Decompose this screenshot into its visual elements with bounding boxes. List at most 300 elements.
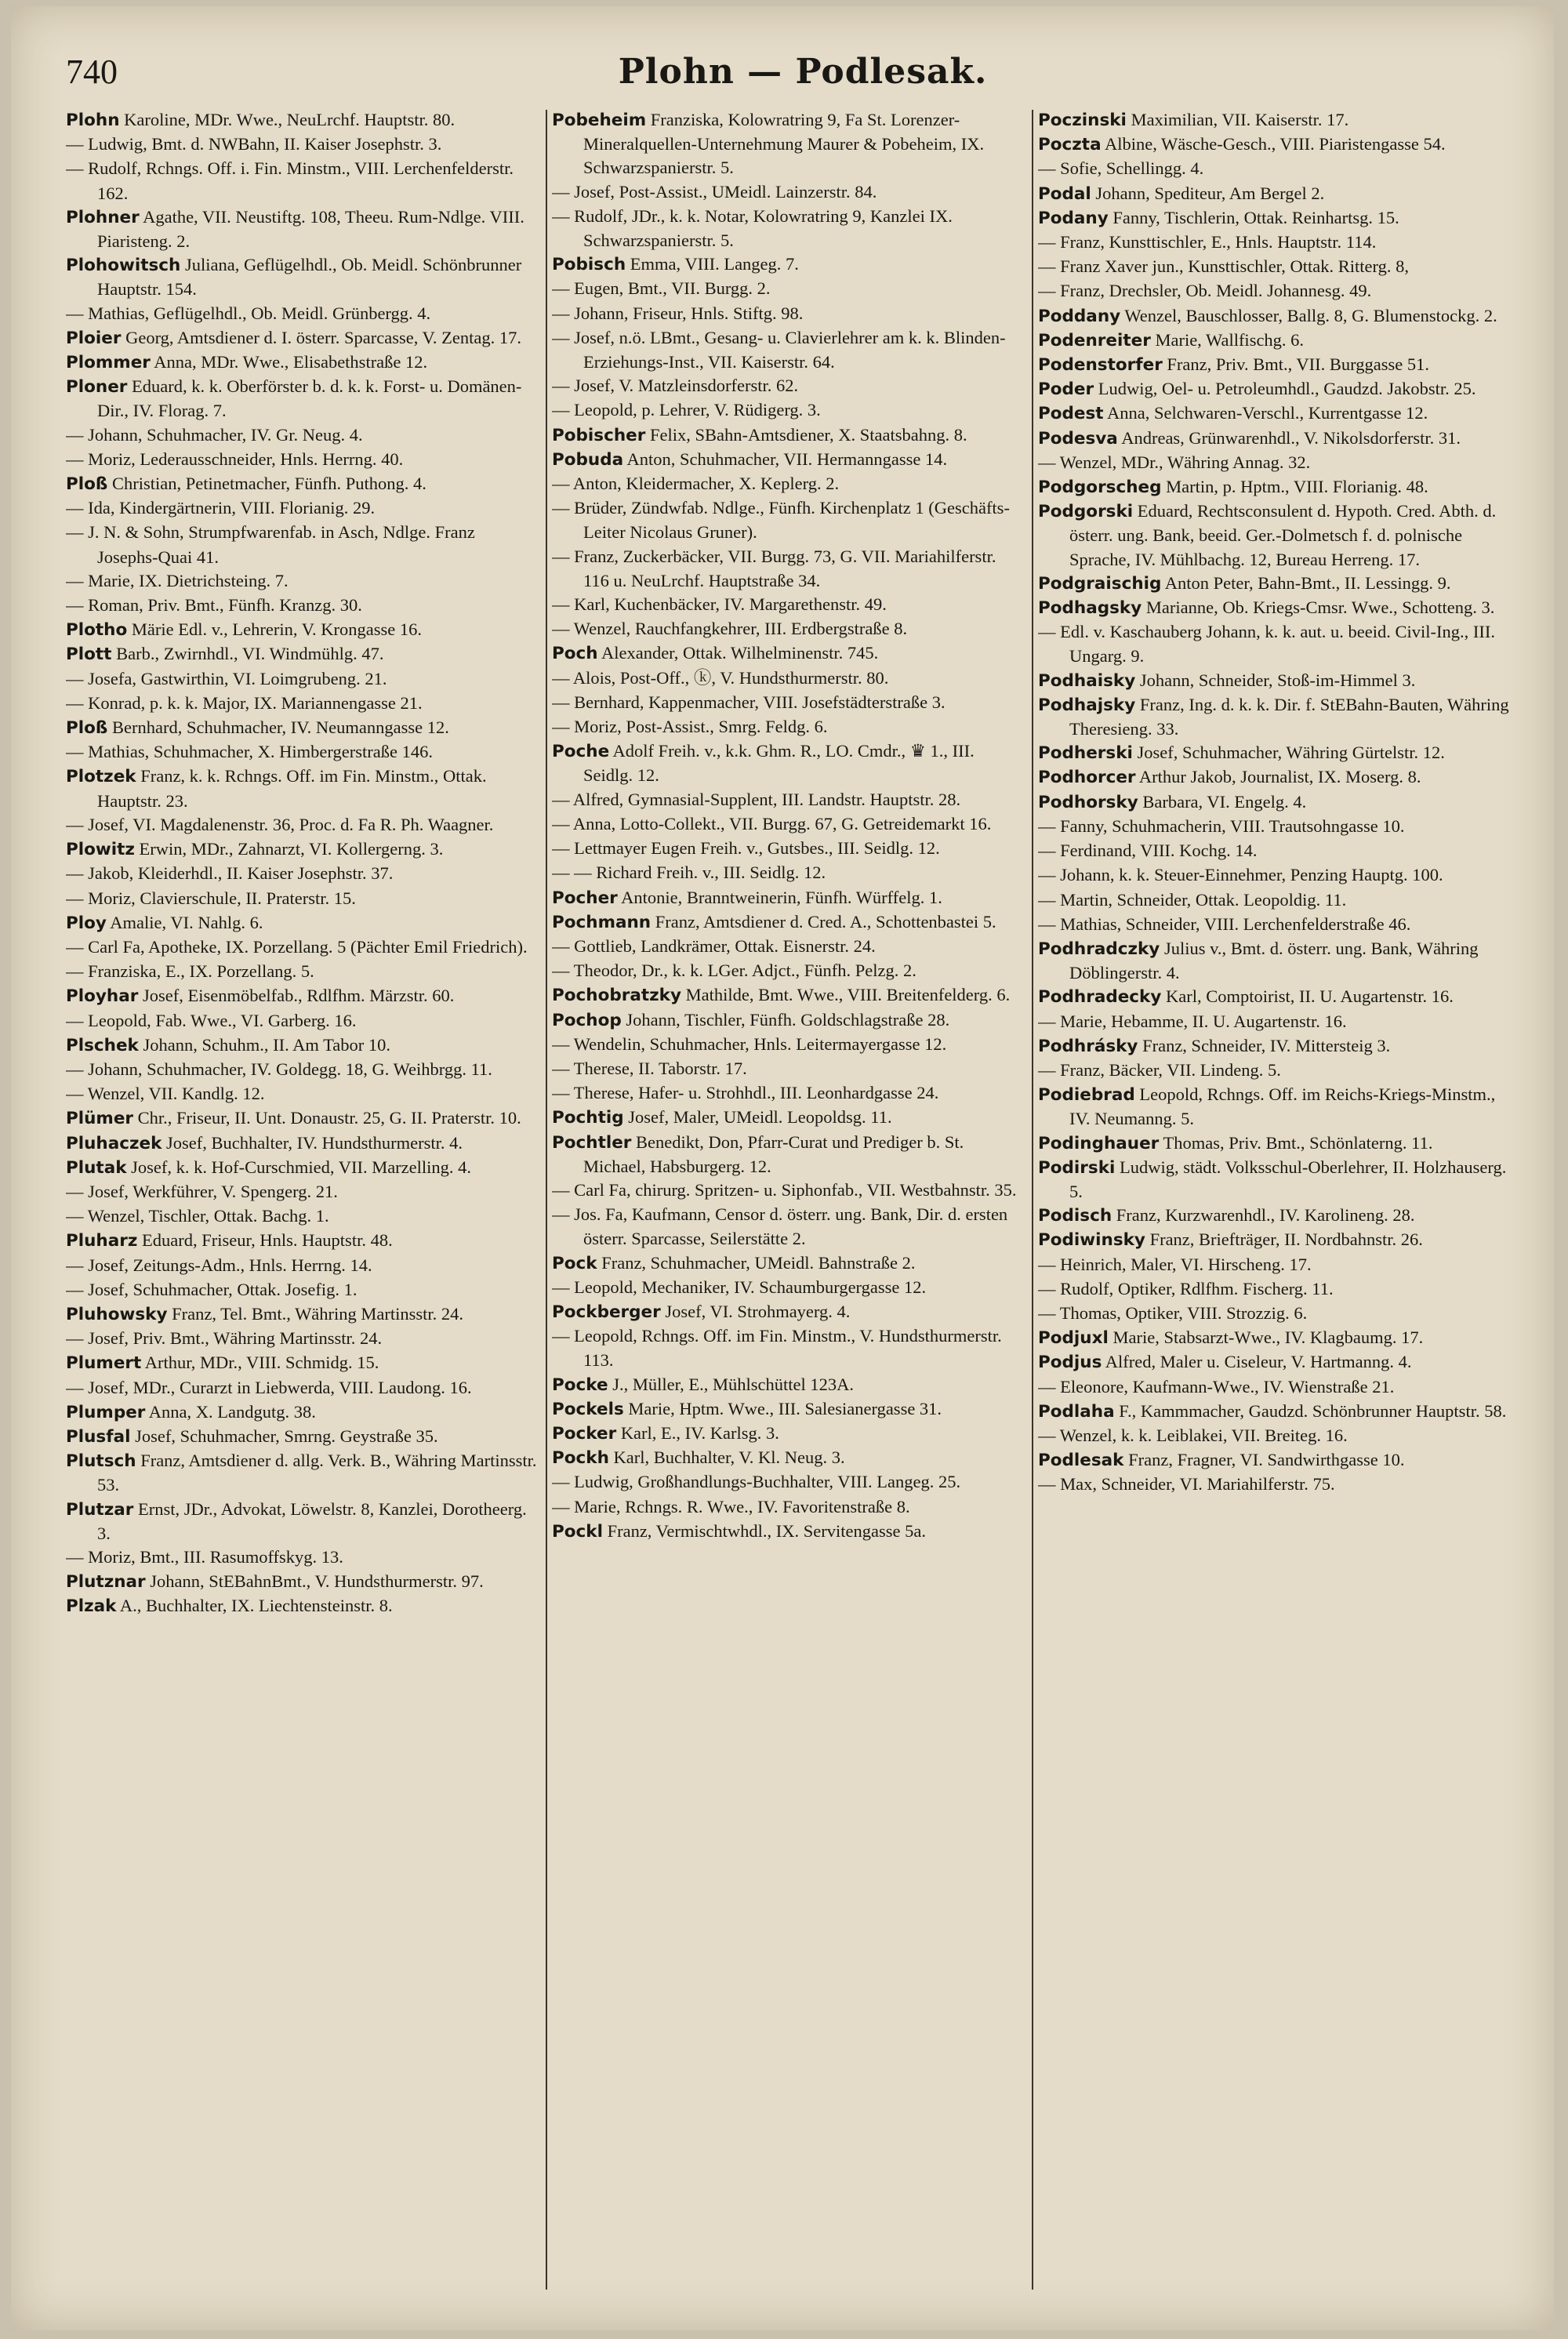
entry-text: — Anna, Lotto-Collekt., VII. Burgg. 67, G. Getreidemarkt 16. xyxy=(552,813,992,834)
directory-entry xyxy=(66,375,539,423)
entry-text: Franz, Schuhmacher, UMeidl. Bahnstraße 2. xyxy=(597,1252,916,1273)
entry-surname: Pobuda xyxy=(552,449,624,470)
entry-text: — Alfred, Gymnasial-Supplent, III. Landstr. Hauptstr. 28. xyxy=(552,789,961,809)
directory-entry xyxy=(66,1033,539,1058)
entry-text: — Johann, k. k. Steuer-Einnehmer, Penzing Hauptg. 100. xyxy=(1038,865,1443,885)
entry-text: Eduard, Rechtsconsulent d. Hypoth. Cred. Abth. d. österr. ung. Bank, beeid. Ger.-Dolmetsch f. d. polnische Sprache, IV. Mühlbachg. 12, Bureau Herreng. 17. xyxy=(1069,501,1497,569)
entry-surname: Ploß xyxy=(66,474,108,495)
entry-text: Martin, p. Hptm., VIII. Florianig. 48. xyxy=(1161,477,1428,497)
entry-text: — Moriz, Bmt., III. Rasumoffskyg. 13. xyxy=(66,1546,343,1567)
directory-entry xyxy=(66,667,539,692)
entry-text: — Leopold, p. Lehrer, V. Rüdigerg. 3. xyxy=(552,400,821,420)
directory-entry xyxy=(1038,1010,1512,1034)
entry-surname: Pluhaczek xyxy=(66,1133,162,1153)
directory-entry xyxy=(1038,765,1512,790)
entry-text: — Ludwig, Bmt. d. NWBahn, II. Kaiser Josephstr. 3. xyxy=(66,134,442,154)
directory-entry xyxy=(552,472,1025,496)
directory-entry xyxy=(1038,206,1512,231)
column-2 xyxy=(552,108,1025,2296)
entry-text: — Josef, VI. Magdalenenstr. 36, Proc. d. Fa R. Ph. Waagner. xyxy=(66,814,494,834)
directory-entry xyxy=(1038,572,1512,596)
entry-surname: Plutzar xyxy=(66,1499,134,1520)
directory-entry xyxy=(66,765,539,812)
entry-text: Franziska, Kolowratring 9, Fa St. Lorenzer-Mineralquellen-Unternehmung Maurer & Pobeheim, IX. Schwarzspanierstr. 5. xyxy=(583,110,985,178)
entry-surname: Podest xyxy=(1038,404,1104,424)
entry-text: Barb., Zwirnhdl., VI. Windmühlg. 47. xyxy=(111,644,384,664)
entry-text: — Moriz, Clavierschule, II. Praterstr. 15. xyxy=(66,888,356,908)
directory-entry xyxy=(552,910,1025,935)
directory-entry xyxy=(552,1373,1025,1397)
directory-entry xyxy=(1038,693,1512,741)
entry-surname: Pochobratzky xyxy=(552,986,681,1006)
directory-entry xyxy=(552,691,1025,715)
entry-text: Josef, Maler, UMeidl. Leopoldsg. 11. xyxy=(623,1107,892,1128)
entry-text: Karl, Comptoirist, II. U. Augartenstr. 16. xyxy=(1161,986,1454,1007)
running-head: Plohn — Podlesak. xyxy=(618,52,988,92)
entry-surname: Pobeheim xyxy=(552,111,647,130)
directory-entry xyxy=(66,1204,539,1229)
entry-text: — Bernhard, Kappenmacher, VIII. Josefstädterstraße 3. xyxy=(552,692,946,712)
entry-surname: Plschek xyxy=(66,1035,139,1055)
entry-text: — Marie, Hebamme, II. U. Augartenstr. 16. xyxy=(1038,1011,1347,1031)
entry-surname: Plusfal xyxy=(66,1426,131,1447)
directory-entry xyxy=(1038,1034,1512,1059)
entry-text: — Josefa, Gastwirthin, VI. Loimgrubeng. 21. xyxy=(66,668,387,688)
directory-entry xyxy=(552,1131,1025,1179)
entry-text: — Konrad, p. k. k. Major, IX. Mariannengasse 21. xyxy=(66,692,423,713)
directory-entry xyxy=(552,1081,1025,1106)
directory-entry xyxy=(1038,863,1512,888)
entry-text: Franz, k. k. Rchngs. Off. im Fin. Minstm., Ottak. Hauptstr. 23. xyxy=(97,766,487,811)
directory-entry xyxy=(66,1009,539,1033)
directory-entry xyxy=(552,1008,1025,1033)
entry-surname: Ploier xyxy=(66,328,122,348)
entry-surname: Pochtler xyxy=(552,1132,632,1153)
directory-entry xyxy=(66,1351,539,1375)
entry-text: Josef, Eisenmöbelfab., Rdlfhm. Märzstr. 60. xyxy=(138,986,455,1006)
entry-surname: Podhorcer xyxy=(1038,768,1136,788)
entry-text: Franz, Fragner, VI. Sandwirthgasse 10. xyxy=(1123,1450,1405,1470)
directory-entry xyxy=(1038,913,1512,937)
directory-entry xyxy=(1038,1473,1512,1497)
directory-entry xyxy=(552,205,1025,252)
entry-text: — Brüder, Zündwfab. Ndlge., Fünfh. Kirchenplatz 1 (Geschäfts-Leiter Nicolaus Gruner). xyxy=(552,498,1010,543)
column-1 xyxy=(66,108,539,2296)
directory-entry xyxy=(66,911,539,935)
entry-text: Eduard, Friseur, Hnls. Hauptstr. 48. xyxy=(137,1230,393,1251)
directory-entry xyxy=(1038,427,1512,451)
entry-text: — Johann, Schuhmacher, IV. Gr. Neug. 4. xyxy=(66,424,363,445)
entry-text: — — Richard Freih. v., III. Seidlg. 12. xyxy=(552,863,826,883)
entry-text: Franz, Kurzwarenhdl., IV. Karolineng. 28. xyxy=(1112,1205,1415,1226)
entry-text: — Ferdinand, VIII. Kochg. 14. xyxy=(1038,841,1258,861)
directory-entry xyxy=(552,1470,1025,1495)
entry-text: F., Kammmacher, Gaudzd. Schönbrunner Hauptstr. 58. xyxy=(1114,1400,1507,1421)
entry-surname: Podany xyxy=(1038,208,1109,228)
entry-text: Josef, k. k. Hof-Curschmied, VII. Marzelling. 4. xyxy=(126,1157,472,1177)
directory-entry xyxy=(552,1106,1025,1130)
entry-text: — Ludwig, Großhandlungs-Buchhalter, VIII. Langeg. 25. xyxy=(552,1472,961,1492)
directory-entry xyxy=(66,1302,539,1327)
entry-text: — Wenzel, MDr., Währing Annag. 32. xyxy=(1038,452,1311,472)
entry-text: — Marie, IX. Dietrichsteing. 7. xyxy=(66,570,289,590)
directory-entry xyxy=(552,277,1025,301)
entry-text: — Theodor, Dr., k. k. LGer. Adjct., Fünfh. Pelzg. 2. xyxy=(552,961,916,981)
directory-entry xyxy=(66,423,539,448)
entry-text: Chr., Friseur, II. Unt. Donaustr. 25, G. II. Praterstr. 10. xyxy=(133,1108,521,1128)
directory-entry xyxy=(66,521,539,568)
entry-text: — Thomas, Optiker, VIII. Strozzig. 6. xyxy=(1038,1302,1308,1323)
page-header xyxy=(66,52,1540,107)
directory-entry xyxy=(66,642,539,666)
entry-surname: Podesva xyxy=(1038,428,1118,449)
directory-entry xyxy=(552,617,1025,641)
directory-entry xyxy=(552,1179,1025,1203)
entry-surname: Pochop xyxy=(552,1010,622,1030)
entry-text: — Mathias, Geflügelhdl., Ob. Meidl. Grünbergg. 4. xyxy=(66,303,431,323)
directory-entry xyxy=(552,1520,1025,1544)
entry-surname: Podgorscheg xyxy=(1038,478,1162,498)
directory-entry xyxy=(552,1495,1025,1520)
entry-surname: Plümer xyxy=(66,1109,134,1129)
directory-entry xyxy=(552,423,1025,448)
directory-entry xyxy=(1038,1350,1512,1375)
entry-surname: Pockh xyxy=(552,1448,609,1469)
entry-text: — Wenzel, k. k. Leiblakei, VII. Breiteg. 16. xyxy=(1038,1425,1348,1445)
directory-entry xyxy=(552,252,1025,277)
directory-entry xyxy=(1038,839,1512,863)
entry-text: Franz, Schneider, IV. Mittersteig 3. xyxy=(1138,1035,1391,1055)
entry-text: — Josef, Priv. Bmt., Währing Martinsstr. 24. xyxy=(66,1328,383,1349)
directory-entry xyxy=(1038,1302,1512,1326)
directory-entry xyxy=(1038,669,1512,693)
entry-text: Ernst, JDr., Advokat, Löwelstr. 8, Kanzlei, Dorotheerg. 3. xyxy=(97,1498,527,1543)
entry-text: — Sofie, Schellingg. 4. xyxy=(1038,158,1204,179)
entry-text: — Wendelin, Schuhmacher, Hnls. Leitermayergasse 12. xyxy=(552,1033,947,1054)
entry-text: — Moriz, Post-Assist., Smrg. Feldg. 6. xyxy=(552,717,828,737)
directory-entry xyxy=(66,618,539,642)
entry-text: Amalie, VI. Nahlg. 6. xyxy=(106,912,263,932)
entry-surname: Pobisch xyxy=(552,255,626,275)
entry-text: — Carl Fa, Apotheke, IX. Porzellang. 5 (Pächter Emil Friedrich). xyxy=(66,936,528,957)
directory-entry xyxy=(552,983,1025,1008)
entry-text: — Johann, Friseur, Hnls. Stiftg. 98. xyxy=(552,303,804,323)
entry-text: — Franz, Drechsler, Ob. Meidl. Johannesg. 49. xyxy=(1038,281,1372,301)
directory-entry xyxy=(66,935,539,960)
directory-entry xyxy=(552,959,1025,983)
directory-entry xyxy=(66,472,539,496)
entry-text: — Jakob, Kleiderhdl., II. Kaiser Josephstr. 37. xyxy=(66,863,394,884)
entry-text: Andreas, Grünwarenhdl., V. Nikolsdorferstr. 31. xyxy=(1117,427,1461,448)
entry-text: Marie, Stabsarzt-Wwe., IV. Klagbaumg. 17. xyxy=(1108,1327,1424,1348)
directory-entry xyxy=(66,1180,539,1204)
entry-text: Adolf Freih. v., k.k. Ghm. R., LO. Cmdr., ♛ 1., III. Seidlg. 12. xyxy=(583,741,975,786)
directory-entry xyxy=(66,1594,539,1618)
column-3 xyxy=(1038,108,1512,2296)
directory-entry xyxy=(552,1057,1025,1081)
directory-entry xyxy=(66,302,539,326)
directory-entry xyxy=(552,108,1025,180)
entry-text: Johann, Spediteur, Am Bergel 2. xyxy=(1091,183,1325,203)
directory-entry xyxy=(552,398,1025,423)
directory-entry xyxy=(1038,304,1512,329)
directory-entry xyxy=(552,374,1025,398)
entry-surname: Plommer xyxy=(66,353,151,373)
entry-text: Alfred, Maler u. Ciseleur, V. Hartmanng. 4. xyxy=(1102,1352,1412,1372)
directory-entry xyxy=(552,1033,1025,1057)
directory-entry xyxy=(1038,815,1512,839)
entry-text: Bernhard, Schuhmacher, IV. Neumanngasse 12. xyxy=(107,717,449,738)
entry-surname: Podlaha xyxy=(1038,1401,1115,1422)
entry-text: Anton Peter, Bahn-Bmt., II. Lessingg. 9. xyxy=(1161,572,1451,593)
entry-text: — Edl. v. Kaschauberg Johann, k. k. aut. u. beeid. Civil-Ing., III. Ungarg. 9. xyxy=(1038,622,1496,666)
directory-entry xyxy=(1038,1059,1512,1083)
entry-surname: Plohowitsch xyxy=(66,256,181,276)
entry-text: Alexander, Ottak. Wilhelminenstr. 745. xyxy=(597,643,879,663)
entry-surname: Podinghauer xyxy=(1038,1133,1160,1153)
entry-text: Johann, StEBahnBmt., V. Hundsthurmerstr. 97. xyxy=(145,1571,484,1592)
entry-text: — Moriz, Lederausschneider, Hnls. Herrng. 40. xyxy=(66,449,404,469)
directory-entry xyxy=(552,1324,1025,1372)
directory-entry xyxy=(66,887,539,911)
entry-surname: Podenstorfer xyxy=(1038,355,1163,376)
entry-surname: Pockels xyxy=(552,1399,624,1419)
directory-entry xyxy=(552,886,1025,910)
entry-surname: Podhradczky xyxy=(1038,939,1160,959)
directory-entry xyxy=(66,1400,539,1425)
entry-text: Josef, Schuhmacher, Smrng. Geystraße 35. xyxy=(130,1426,438,1446)
entry-surname: Plumper xyxy=(66,1402,146,1422)
entry-surname: Podjuxl xyxy=(1038,1328,1109,1349)
directory-entry xyxy=(1038,329,1512,353)
entry-surname: Plohn xyxy=(66,111,120,130)
entry-text: Franz, Ing. d. k. k. Dir. f. StEBahn-Bauten, Währing Theresieng. 33. xyxy=(1069,694,1509,739)
directory-entry xyxy=(1038,888,1512,913)
directory-entry xyxy=(66,1425,539,1449)
entry-text: — Rudolf, JDr., k. k. Notar, Kolowratring 9, Kanzlei IX. Schwarzspanierstr. 5. xyxy=(552,205,953,251)
directory-entry xyxy=(66,813,539,837)
entry-text: — Martin, Schneider, Ottak. Leopoldig. 11. xyxy=(1038,889,1347,910)
directory-entry xyxy=(66,692,539,716)
entry-text: Franz, Vermischtwhdl., IX. Servitengasse 5a. xyxy=(602,1520,926,1541)
entry-text: — Karl, Kuchenbäcker, IV. Margarethenstr. 49. xyxy=(552,594,887,615)
entry-text: — Fanny, Schuhmacherin, VIII. Trautsohngasse 10. xyxy=(1038,815,1405,836)
directory-entry xyxy=(1038,741,1512,765)
directory-entry xyxy=(1038,1277,1512,1302)
entry-text: — Heinrich, Maler, VI. Hirscheng. 17. xyxy=(1038,1254,1312,1274)
entry-text: — Rudolf, Rchngs. Off. i. Fin. Minstm., VIII. Lerchenfelderstr. 162. xyxy=(66,158,514,203)
entry-surname: Poche xyxy=(552,742,610,762)
entry-surname: Podlesak xyxy=(1038,1451,1124,1471)
entry-text: — Johann, Schuhmacher, IV. Goldegg. 18, G. Weihbrgg. 11. xyxy=(66,1059,492,1079)
entry-surname: Pockl xyxy=(552,1521,603,1542)
entry-text: Anna, Selchwaren-Verschl., Kurrentgasse 12. xyxy=(1103,403,1428,423)
entry-surname: Podiebrad xyxy=(1038,1085,1135,1106)
directory-entry xyxy=(552,935,1025,959)
entry-surname: Podhaisky xyxy=(1038,670,1136,691)
entry-surname: Pluhowsky xyxy=(66,1304,168,1324)
directory-entry xyxy=(66,716,539,740)
entry-text: Franz, Briefträger, II. Nordbahnstr. 26. xyxy=(1145,1229,1423,1250)
directory-entry xyxy=(552,715,1025,739)
directory-entry xyxy=(1038,157,1512,181)
directory-entry xyxy=(66,253,539,301)
entry-text: Josef, VI. Strohmayerg. 4. xyxy=(660,1301,851,1321)
entry-text: Johann, Schuhm., II. Am Tabor 10. xyxy=(138,1034,390,1055)
directory-entry xyxy=(66,496,539,521)
directory-entry xyxy=(66,1449,539,1497)
directory-entry xyxy=(552,545,1025,593)
directory-entry xyxy=(552,861,1025,885)
directory-entry xyxy=(66,133,539,157)
directory-entry xyxy=(66,594,539,618)
entry-text: Josef, Buchhalter, IV. Hundsthurmerstr. 4. xyxy=(162,1132,463,1153)
directory-entry xyxy=(552,593,1025,617)
directory-entry xyxy=(66,205,539,253)
directory-entry xyxy=(1038,1204,1512,1228)
entry-text: — Roman, Priv. Bmt., Fünfh. Kranzg. 30. xyxy=(66,595,362,616)
entry-surname: Pochtig xyxy=(552,1108,624,1128)
directory-entry xyxy=(1038,353,1512,377)
entry-text: Wenzel, Bauschlosser, Ballg. 8, G. Blumenstockg. 2. xyxy=(1120,305,1497,325)
entry-surname: Podirski xyxy=(1038,1157,1116,1178)
directory-entry xyxy=(1038,1375,1512,1400)
directory-entry xyxy=(1038,1083,1512,1131)
entry-text: Benedikt, Don, Pfarr-Curat und Prediger b. St. Michael, Habsburgerg. 12. xyxy=(583,1131,964,1176)
directory-entry xyxy=(1038,255,1512,279)
entry-text: Erwin, MDr., Zahnarzt, VI. Kollergerng. 3. xyxy=(134,839,444,859)
directory-entry xyxy=(1038,596,1512,620)
entry-surname: Podhorsky xyxy=(1038,792,1138,812)
entry-text: Franz, Priv. Bmt., VII. Burggasse 51. xyxy=(1162,354,1429,375)
entry-text: Barbara, VI. Engelg. 4. xyxy=(1138,791,1307,812)
directory-entry xyxy=(552,666,1025,691)
entry-surname: Podgorski xyxy=(1038,502,1134,522)
entry-text: Christian, Petinetmacher, Fünfh. Puthong. 4. xyxy=(107,474,426,494)
directory-entry xyxy=(552,739,1025,787)
entry-text: — Eugen, Bmt., VII. Burgg. 2. xyxy=(552,278,771,299)
directory-entry xyxy=(552,812,1025,837)
entry-surname: Podhrásky xyxy=(1038,1036,1138,1056)
directory-entry xyxy=(1038,1448,1512,1473)
entry-text: Juliana, Geflügelhdl., Ob. Meidl. Schönbrunner Hauptstr. 154. xyxy=(97,255,522,300)
directory-entry xyxy=(66,350,539,375)
entry-surname: Plutsch xyxy=(66,1451,136,1472)
entry-text: Leopold, Rchngs. Off. im Reichs-Kriegs-Minstm., IV. Neumanng. 5. xyxy=(1069,1084,1496,1129)
entry-text: — Josef, Zeitungs-Adm., Hnls. Herrng. 14. xyxy=(66,1255,372,1275)
directory-entry xyxy=(1038,182,1512,206)
directory-entry xyxy=(552,1397,1025,1422)
entry-surname: Poddany xyxy=(1038,306,1121,326)
entry-text: — Mathias, Schneider, VIII. Lerchenfelderstraße 46. xyxy=(1038,913,1411,934)
directory-entry xyxy=(66,1254,539,1278)
entry-text: — Franz, Kunsttischler, E., Hnls. Hauptstr. 114. xyxy=(1038,232,1377,252)
entry-surname: Pluharz xyxy=(66,1231,138,1251)
entry-surname: Plotho xyxy=(66,620,128,641)
entry-text: — Marie, Rchngs. R. Wwe., IV. Favoritenstraße 8. xyxy=(552,1496,910,1516)
directory-entry xyxy=(552,1446,1025,1470)
entry-text: Fanny, Tischlerin, Ottak. Reinhartsg. 15. xyxy=(1108,207,1399,227)
directory-entry xyxy=(552,788,1025,812)
entry-surname: Pocker xyxy=(552,1423,617,1444)
entry-text: — Leopold, Rchngs. Off. im Fin. Minstm., V. Hundsthurmerstr. 113. xyxy=(552,1326,1002,1371)
entry-text: Maximilian, VII. Kaiserstr. 17. xyxy=(1126,110,1349,129)
directory-entry xyxy=(1038,475,1512,499)
entry-text: Ludwig, Oel- u. Petroleumhdl., Gaudzd. Jakobstr. 25. xyxy=(1094,379,1476,399)
entry-text: Franz, Amtsdiener d. allg. Verk. B., Währing Martinsstr. 53. xyxy=(97,1451,537,1495)
directory-entry xyxy=(66,326,539,350)
entry-text: — Rudolf, Optiker, Rdlfhm. Fischerg. 11. xyxy=(1038,1278,1334,1298)
directory-entry xyxy=(1038,133,1512,157)
entry-surname: Pocher xyxy=(552,888,618,908)
directory-entry xyxy=(1038,1156,1512,1204)
entry-surname: Pobischer xyxy=(552,425,646,445)
directory-entry xyxy=(1038,985,1512,1009)
entry-text: — Alois, Post-Off., ⓚ, V. Hundsthurmerstr. 80. xyxy=(552,667,889,688)
entry-text: Arthur, MDr., VIII. Schmidg. 15. xyxy=(141,1353,379,1373)
entry-surname: Plotzek xyxy=(66,767,136,787)
entry-text: Karoline, MDr. Wwe., NeuLrchf. Hauptstr. 80. xyxy=(119,110,456,129)
directory-entry xyxy=(66,740,539,765)
entry-surname: Plowitz xyxy=(66,840,135,860)
directory-entry xyxy=(552,180,1025,205)
entry-text: — Leopold, Mechaniker, IV. Schaumburgergasse 12. xyxy=(552,1277,927,1297)
entry-text: Anna, X. Landgutg. 38. xyxy=(145,1401,316,1422)
directory-entry xyxy=(66,1327,539,1351)
entry-text: Georg, Amtsdiener d. I. österr. Sparcasse, V. Zentag. 17. xyxy=(121,327,521,347)
directory-entry xyxy=(66,1058,539,1082)
directory-entry xyxy=(552,448,1025,472)
entry-text: J., Müller, E., Mühlschüttel 123A. xyxy=(608,1374,855,1394)
entry-text: Agathe, VII. Neustiftg. 108, Theeu. Rum-Ndlge. VIII. Piaristeng. 2. xyxy=(97,206,524,252)
entry-surname: Pocke xyxy=(552,1375,608,1395)
entry-surname: Plutznar xyxy=(66,1572,146,1593)
entry-surname: Plumert xyxy=(66,1353,142,1374)
directory-entry xyxy=(66,1106,539,1131)
entry-text: — Eleonore, Kaufmann-Wwe., IV. Wienstraße 21. xyxy=(1038,1376,1395,1396)
entry-surname: Poch xyxy=(552,644,598,664)
directory-entry xyxy=(1038,279,1512,303)
directory-entry xyxy=(552,326,1025,374)
directory-entry xyxy=(1038,620,1512,668)
entry-surname: Ployhar xyxy=(66,986,139,1007)
entry-text: — Gottlieb, Landkrämer, Ottak. Eisnerstr. 24. xyxy=(552,935,876,956)
directory-entry xyxy=(66,837,539,862)
entry-text: — Wenzel, VII. Kandlg. 12. xyxy=(66,1084,265,1104)
directory-entry xyxy=(1038,377,1512,401)
entry-text: Julius v., Bmt. d. österr. ung. Bank, Währing Döblingerstr. 4. xyxy=(1069,938,1479,983)
directory-entry xyxy=(1038,231,1512,255)
directory-entry xyxy=(66,1498,539,1545)
entry-text: — Wenzel, Tischler, Ottak. Bachg. 1. xyxy=(66,1206,329,1226)
directory-entry xyxy=(1038,1228,1512,1252)
directory-entry xyxy=(66,1570,539,1594)
directory-entry xyxy=(1038,1253,1512,1277)
entry-text: — Josef, Post-Assist., UMeidl. Lainzerstr. 84. xyxy=(552,181,877,202)
entry-text: — Leopold, Fab. Wwe., VI. Garberg. 16. xyxy=(66,1010,357,1030)
entry-surname: Pock xyxy=(552,1253,597,1273)
entry-surname: Podjus xyxy=(1038,1353,1102,1373)
entry-text: Felix, SBahn-Amtsdiener, X. Staatsbahng. 8. xyxy=(645,424,967,445)
entry-text: Arthur Jakob, Journalist, IX. Moserg. 8. xyxy=(1135,767,1421,787)
directory-entry xyxy=(66,1376,539,1400)
directory-entry xyxy=(1038,937,1512,985)
entry-text: Eduard, k. k. Oberförster b. d. k. k. Forst- u. Domänen-Dir., IV. Florag. 7. xyxy=(97,376,522,421)
entry-surname: Podisch xyxy=(1038,1206,1112,1226)
directory-entry xyxy=(1038,1424,1512,1448)
entry-text: Emma, VIII. Langeg. 7. xyxy=(626,254,799,274)
directory-entry xyxy=(66,960,539,984)
